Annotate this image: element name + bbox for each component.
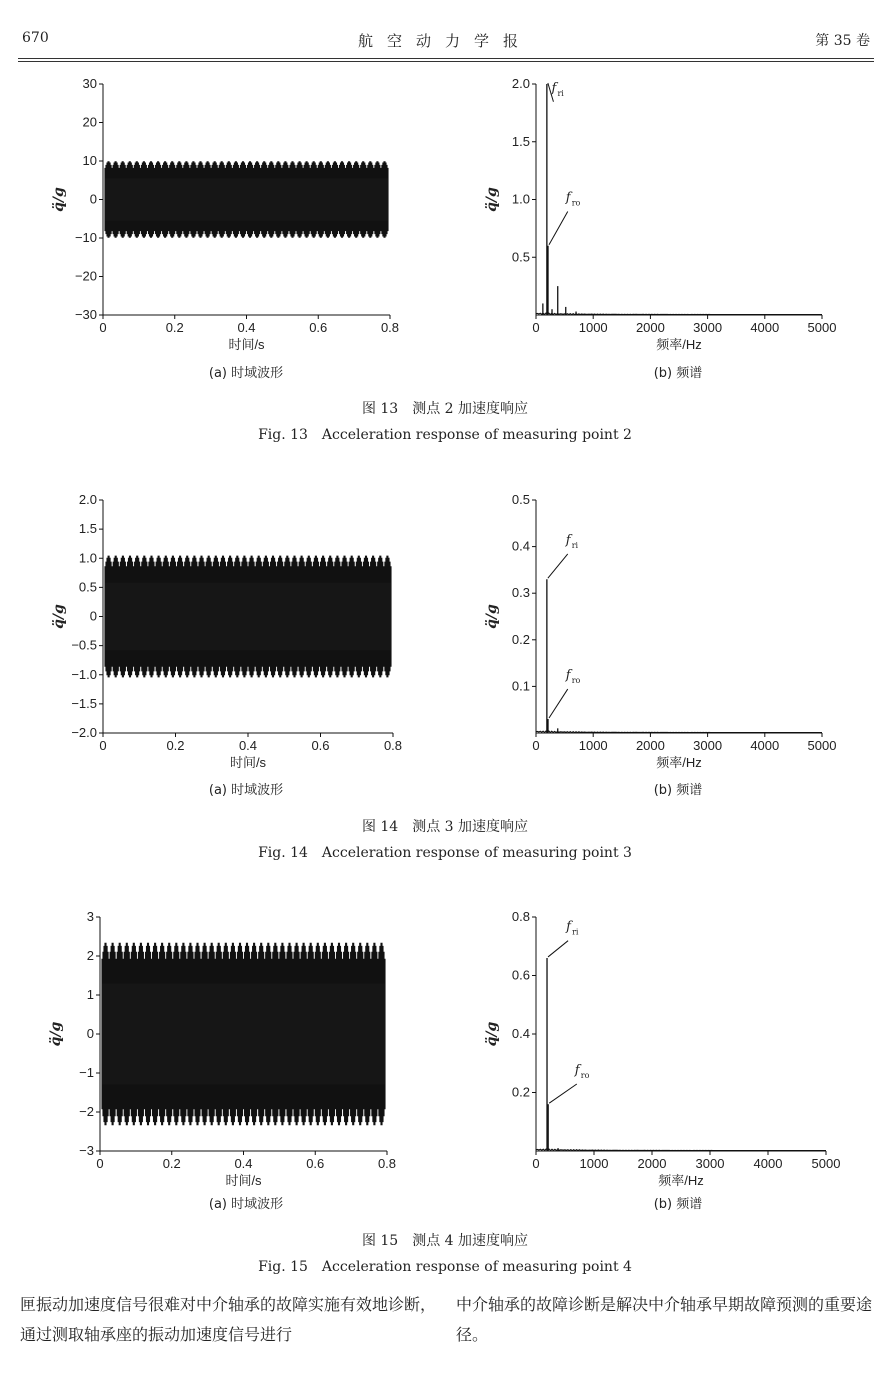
- y-tick-label: −10: [74, 230, 97, 245]
- peak-annotation: f: [565, 668, 571, 684]
- x-tick-label: 0: [532, 1156, 540, 1171]
- x-tick-label: 0: [99, 320, 107, 335]
- y-tick-label: −2.0: [71, 725, 97, 740]
- annotation-leader: [548, 941, 568, 957]
- x-tick-label: 3000: [693, 320, 723, 335]
- peak-annotation-subscript: ro: [571, 676, 581, 686]
- annotation-leader: [549, 1084, 577, 1103]
- x-tick-label: 3000: [693, 738, 723, 753]
- peak-annotation-subscript: ro: [571, 198, 581, 208]
- waveform-core: [102, 984, 385, 1085]
- x-tick-label: 0.4: [237, 320, 256, 335]
- x-tick-label: 0.4: [238, 738, 258, 753]
- x-tick-label: 0: [532, 738, 540, 753]
- y-axis-label: q̈/g: [51, 187, 67, 212]
- subfigure-caption-a: (a) 时域波形: [208, 366, 284, 381]
- y-tick-label: 0.5: [511, 492, 530, 507]
- y-axis-label: q̈/g: [51, 604, 67, 629]
- x-tick-label: 0.6: [309, 320, 328, 335]
- subfigure-caption-b: (b) 频谱: [653, 366, 703, 381]
- y-tick-label: 1.0: [78, 550, 97, 566]
- figure-caption-en: Fig. 13 Acceleration response of measuring point 2: [258, 427, 632, 443]
- subfigure-caption-a: (a) 时域波形: [208, 783, 284, 798]
- peak-annotation-subscript: ro: [580, 1071, 590, 1081]
- y-tick-label: 2.0: [78, 492, 97, 507]
- figure-caption-cn: 图 14 测点 3 加速度响应: [361, 819, 529, 835]
- page-number: 670: [22, 30, 49, 46]
- y-tick-label: −30: [74, 307, 97, 322]
- y-axis-label: q̈/g: [484, 604, 500, 629]
- peak-annotation: f: [565, 190, 571, 206]
- y-tick-label: −2: [79, 1104, 94, 1119]
- x-tick-label: 0.2: [165, 320, 184, 335]
- x-tick-label: 0: [96, 1156, 104, 1171]
- x-axis-label: 频率/Hz: [656, 337, 702, 352]
- x-tick-label: 5000: [807, 738, 837, 753]
- x-tick-label: 0: [532, 320, 540, 335]
- peak-annotation-subscript: ri: [571, 540, 579, 550]
- y-tick-label: −1: [79, 1065, 94, 1080]
- x-tick-label: 4000: [753, 1156, 783, 1171]
- y-tick-label: 0.2: [511, 631, 530, 647]
- y-axis-label: q̈/g: [484, 1021, 500, 1047]
- chart-svg: [445, 0, 890, 1220]
- x-tick-label: 5000: [807, 320, 837, 335]
- peak-annotation: f: [565, 532, 571, 548]
- x-tick-label: 4000: [750, 320, 780, 335]
- x-tick-label: 2000: [635, 320, 665, 335]
- y-tick-label: 0.3: [511, 585, 530, 601]
- y-tick-label: 1.5: [511, 133, 530, 149]
- y-tick-label: 0: [89, 608, 97, 624]
- figure-caption-en: Fig. 15 Acceleration response of measuring point 4: [258, 1259, 632, 1275]
- x-tick-label: 2000: [635, 738, 665, 753]
- x-tick-label: 1000: [578, 738, 608, 753]
- x-tick-label: 4000: [750, 738, 780, 753]
- y-tick-label: 2: [86, 948, 94, 963]
- y-tick-label: 10: [82, 153, 97, 168]
- y-tick-label: 0.1: [511, 678, 530, 694]
- y-tick-label: 0: [89, 191, 97, 207]
- journal-title: 航空动力学报: [357, 32, 532, 50]
- figure-caption-en: Fig. 14 Acceleration response of measuring point 3: [258, 845, 632, 861]
- y-tick-label: −1.5: [71, 695, 97, 711]
- y-tick-label: 0.8: [511, 909, 530, 924]
- x-tick-label: 0.8: [377, 1156, 397, 1171]
- y-axis-label: q̈/g: [484, 187, 500, 212]
- y-tick-label: 0.2: [511, 1084, 530, 1100]
- x-axis-label: 时间/s: [228, 337, 265, 352]
- x-tick-label: 5000: [811, 1156, 841, 1171]
- y-tick-label: 0.4: [511, 538, 530, 554]
- x-tick-label: 0.6: [306, 1156, 325, 1171]
- y-tick-label: 0.5: [511, 249, 530, 265]
- body-text-left-column: 匣振动加速度信号很难对中介轴承的故障实施有效地诊断，通过测取轴承座的振动加速度信号进行: [20, 1295, 437, 1344]
- x-tick-label: 0.8: [380, 320, 400, 335]
- y-tick-label: 2.0: [511, 76, 530, 91]
- y-tick-label: 0.4: [511, 1026, 530, 1041]
- subfigure-caption-b: (b) 频谱: [653, 1197, 703, 1212]
- x-axis-label: 频率/Hz: [658, 1173, 704, 1188]
- x-tick-label: 2000: [637, 1156, 667, 1171]
- time-waveform-plot: [0, 0, 445, 1220]
- x-tick-label: 0.8: [383, 738, 403, 753]
- x-tick-label: 0.2: [166, 738, 185, 753]
- peak-annotation: f: [551, 80, 557, 96]
- y-tick-label: 0: [86, 1026, 94, 1041]
- y-tick-label: −3: [79, 1143, 94, 1158]
- x-tick-label: 0.2: [162, 1156, 181, 1171]
- y-tick-label: −20: [74, 268, 97, 284]
- subfigure-caption-b: (b) 频谱: [653, 783, 703, 798]
- body-text-right-column: 中介轴承的故障诊断是解决中介轴承早期故障预测的重要途径。: [456, 1295, 873, 1344]
- volume-label: 第 35 卷: [815, 33, 870, 49]
- spectrum-plot: [445, 0, 890, 1220]
- peak-annotation-subscript: ri: [572, 927, 579, 937]
- y-tick-label: 20: [82, 114, 97, 130]
- x-tick-label: 1000: [579, 1156, 609, 1171]
- figure-caption-cn: 图 13 测点 2 加速度响应: [361, 401, 529, 417]
- y-tick-label: 1: [86, 987, 94, 1002]
- x-axis-label: 时间/s: [229, 755, 267, 770]
- x-axis-label: 频率/Hz: [656, 755, 702, 770]
- y-axis-label: q̈/g: [48, 1021, 64, 1047]
- y-tick-label: 3: [86, 909, 94, 924]
- chart-svg: [0, 0, 445, 1220]
- y-tick-label: 0.5: [78, 579, 97, 595]
- peak-annotation: f: [574, 1063, 580, 1079]
- peak-annotation-subscript: ri: [557, 88, 564, 98]
- x-tick-label: 0.4: [234, 1156, 253, 1171]
- spectrum-baseline: [536, 1149, 826, 1151]
- x-axis-label: 时间/s: [225, 1173, 262, 1188]
- x-tick-label: 0.6: [311, 738, 330, 753]
- x-tick-label: 0: [99, 738, 107, 753]
- y-tick-label: 0.6: [511, 967, 530, 983]
- y-tick-label: 30: [82, 76, 97, 91]
- y-tick-label: 1.0: [511, 191, 530, 207]
- figure-caption-cn: 图 15 测点 4 加速度响应: [361, 1233, 529, 1249]
- peak-annotation: f: [566, 919, 571, 935]
- x-tick-label: 3000: [695, 1156, 725, 1171]
- y-tick-label: 1.5: [78, 521, 97, 537]
- y-tick-label: −0.5: [71, 637, 97, 653]
- subfigure-caption-a: (a) 时域波形: [208, 1197, 284, 1212]
- x-tick-label: 1000: [578, 320, 608, 335]
- y-tick-label: −1.0: [71, 666, 97, 682]
